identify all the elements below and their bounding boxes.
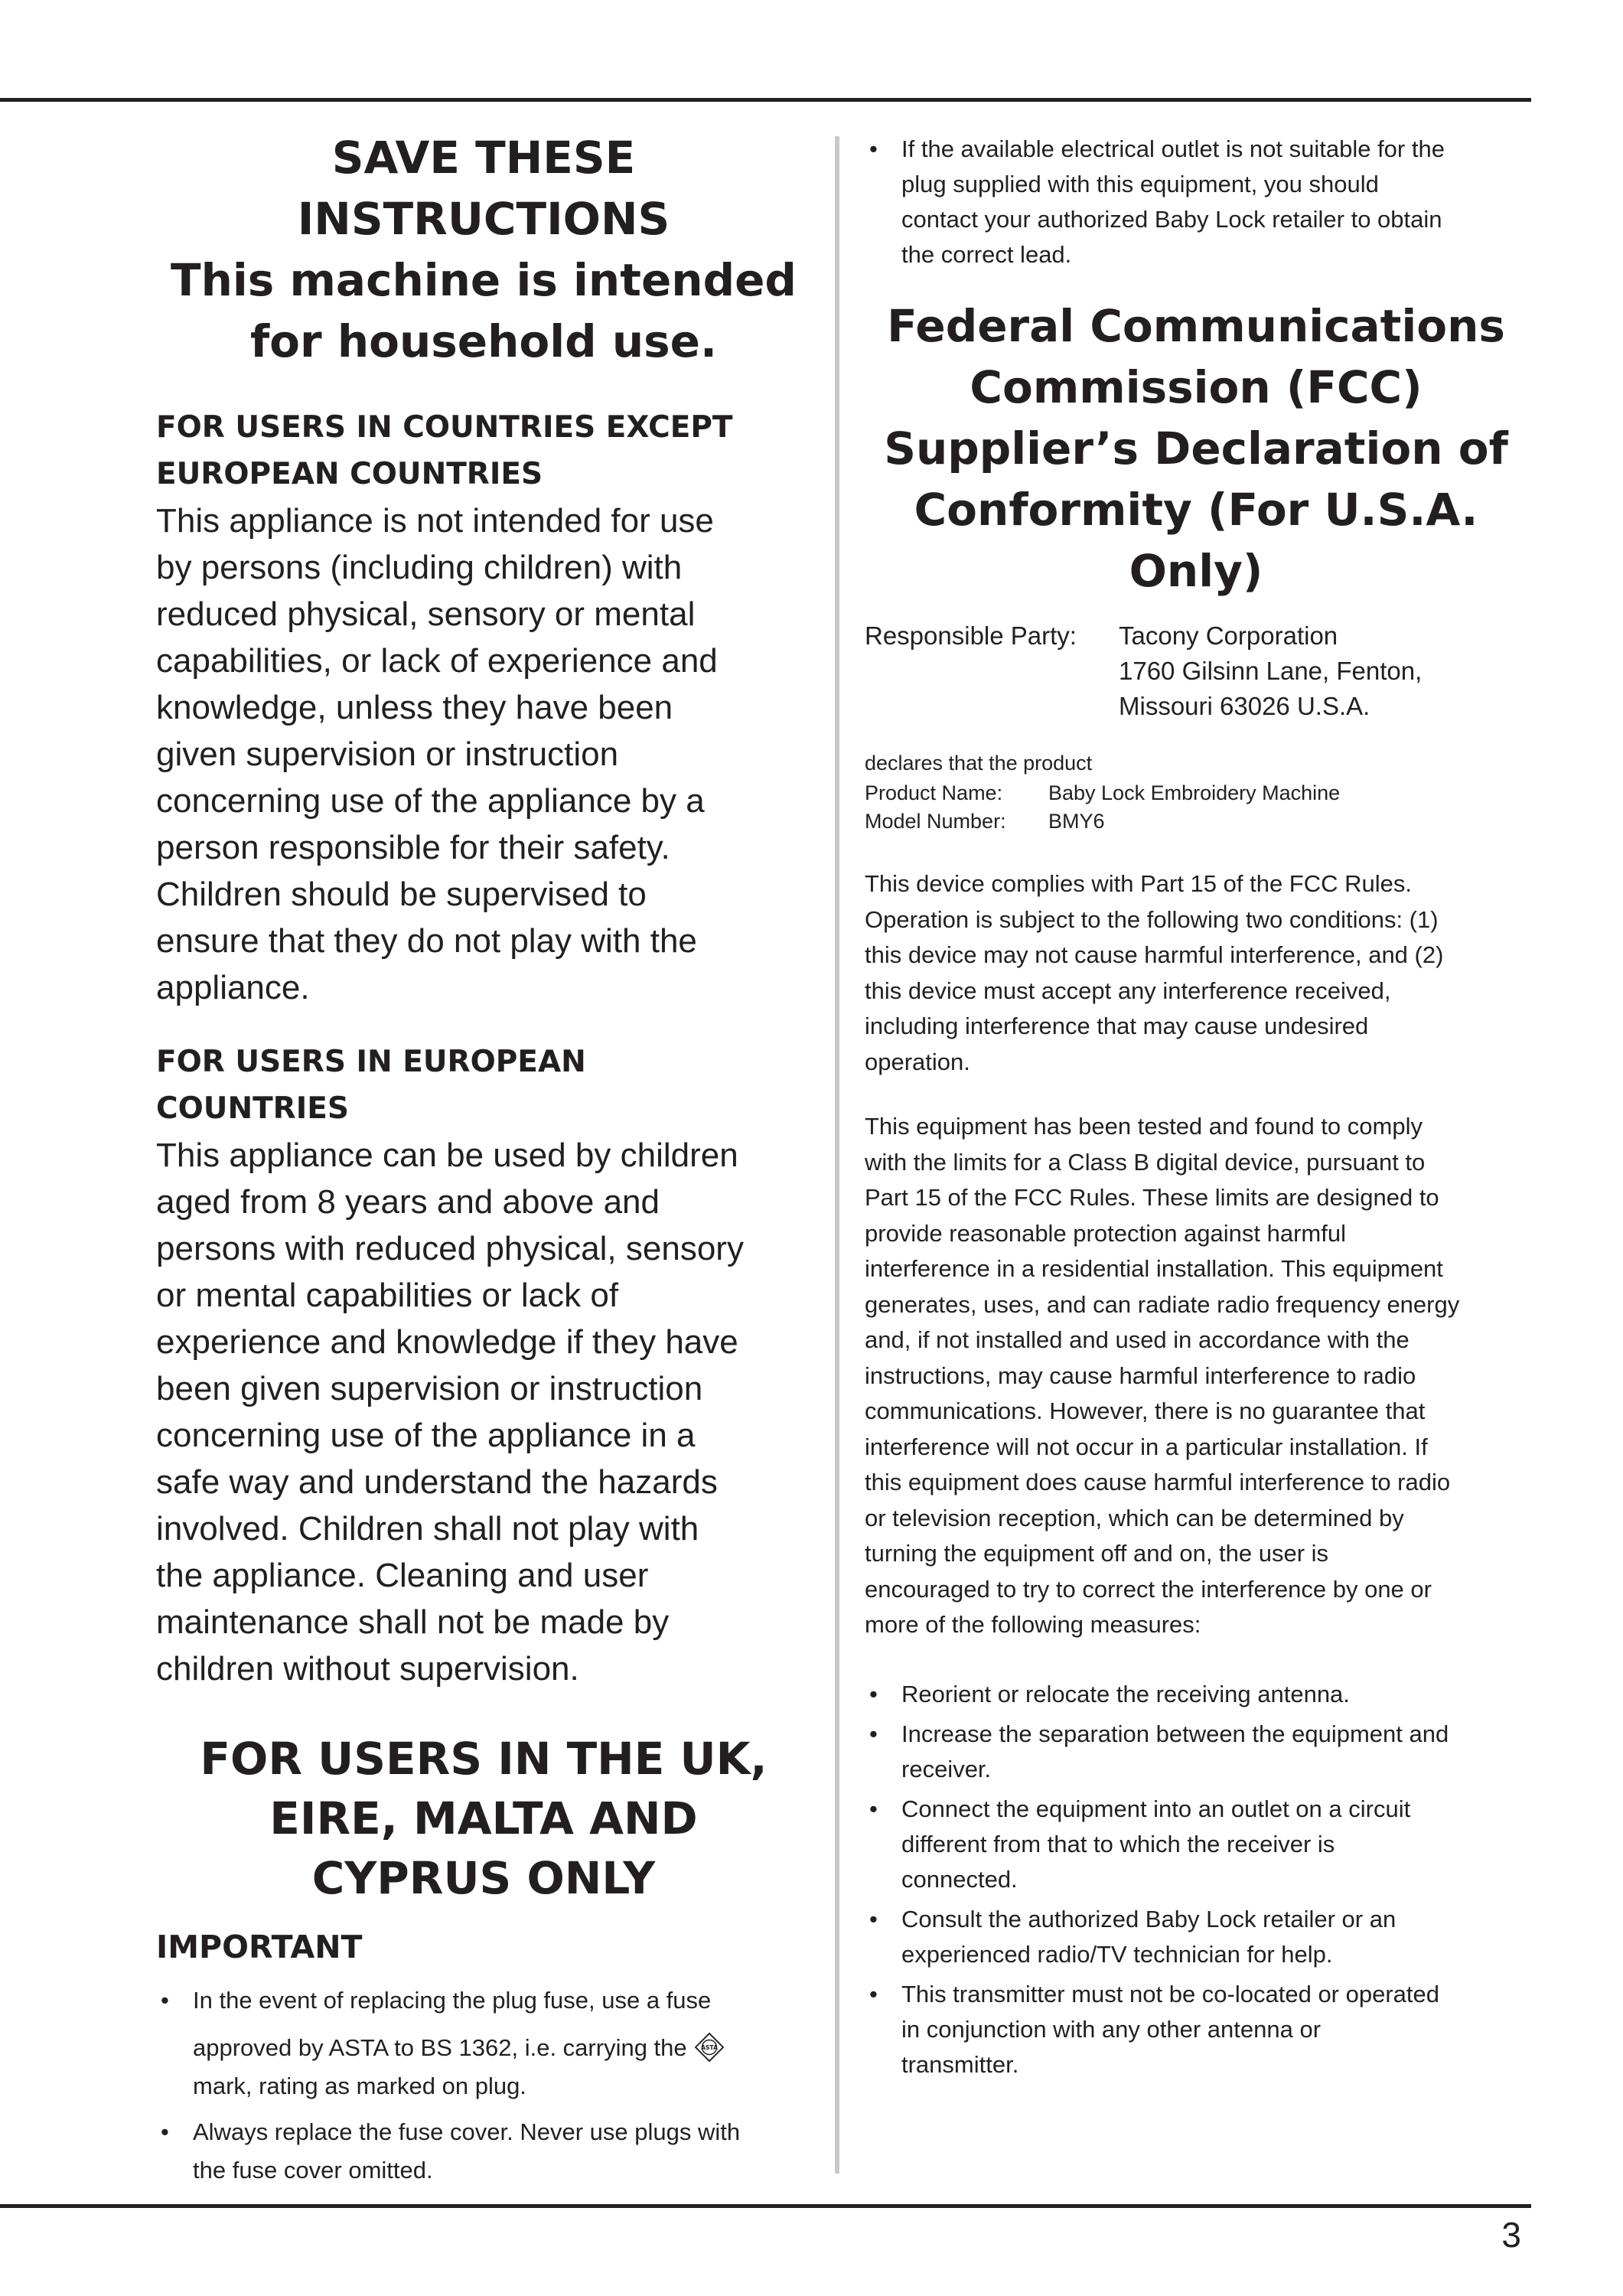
list-item: • Always replace the fuse cover. Never use plugs with the fuse cover omitted. — [156, 2113, 811, 2190]
list-item: • Consult the authorized Baby Lock retailer or an experienced radio/TV technician for help. — [865, 1902, 1527, 1972]
list-item: • Reorient or relocate the receiving antenna. — [865, 1677, 1527, 1712]
model-number-row — [865, 807, 1527, 836]
list-item: • If the available electrical outlet is not suitable for the plug supplied with this equipment, you should contact your authorized Baby Lock retailer to obtain the correct lead. — [865, 132, 1527, 272]
list-item: • In the event of replacing the plug fuse, use a fuse approved by ASTA to BS 1362, i.e. carrying the ASTA mark, rating as marked on plug. — [156, 1981, 811, 2105]
uk-section-title: FOR USERS IN THE UK, EIRE, MALTA AND CYPRUS ONLY — [200, 1733, 768, 1904]
section-body-european: This appliance can be used by children aged from 8 years and above and persons with reduced physical, sensory or mental capabilities or lack of experience and knowledge if they have been given supervision or instruction concerning use of the appliance in a safe way and understand the hazards involved. Children shall not play with the appliance. Cleaning and user maintenance shall not be made by children without supervision. — [156, 1137, 744, 1688]
page-number: 3 — [1501, 2215, 1521, 2255]
bullet-marker: • — [869, 1720, 878, 1747]
right-column — [865, 132, 1527, 2082]
responsible-party — [865, 618, 1527, 724]
lead-bullet-list — [865, 132, 1527, 272]
bullet-marker: • — [869, 1905, 878, 1932]
asta-mark-text: ASTA — [700, 2043, 718, 2051]
responsible-party-label: Responsible Party: — [865, 621, 1077, 650]
model-number-label: Model Number: — [865, 810, 1006, 833]
list-item: • This transmitter must not be co-located or operated in conjunction with any other antenna or transmitter. — [865, 1977, 1527, 2082]
column-divider — [835, 136, 839, 2174]
list-item: • Increase the separation between the equipment and receiver. — [865, 1717, 1527, 1787]
model-number-value: BMY6 — [1048, 810, 1105, 833]
list-item: • Connect the equipment into an outlet on a circuit different from that to which the receiver is connected. — [865, 1792, 1527, 1897]
bullet-marker: • — [869, 135, 878, 162]
class-b-paragraph: This equipment has been tested and found to comply with the limits for a Class B digital device, pursuant to Part 15 of the FCC Rules. These limits are designed to provide reasonable protection against harmful interference in a residential installation. This equipment generates, uses, and can radiate radio frequency energy and, if not installed and used in accordance with the instructions, may cause harmful interference to radio communications. However, there is no guarantee that interference will not occur in a particular installation. If this equipment does cause harmful interference to radio or television reception, which can be determined by turning the equipment off and on, the user is encouraged to try to correct the interference by one or more of the following measures: — [865, 1113, 1460, 1638]
bullet-marker: • — [161, 1987, 169, 2014]
asta-mark-icon — [695, 2033, 724, 2062]
product-name-row — [865, 779, 1527, 807]
bullet-marker: • — [869, 1680, 878, 1707]
measures-bullet-list — [865, 1677, 1527, 2082]
product-name-label: Product Name: — [865, 781, 1003, 804]
bullet-marker: • — [869, 1795, 878, 1822]
fcc-declaration-title: Federal Communications Commission (FCC) Supplier’s Declaration of Conformity (For U.S.A. Only) — [884, 300, 1508, 597]
bullet-marker: • — [161, 2118, 169, 2145]
important-heading: IMPORTANT — [156, 1929, 363, 1965]
bottom-rule — [0, 2204, 1531, 2208]
declares-text: declares that the product — [865, 752, 1093, 775]
product-name-value: Baby Lock Embroidery Machine — [1048, 781, 1341, 804]
section-body-non-european: This appliance is not intended for use by persons (including children) with reduced physical, sensory or mental capabilities, or lack of experience and knowledge, unless they have been given supervision or instruction concerning use of the appliance by a person responsible for their safety. Children should be supervised to ensure that they do not play with the appliance. — [156, 502, 718, 1006]
uk-bullet-list — [156, 1981, 811, 2190]
compliance-paragraph: This device complies with Part 15 of the FCC Rules. Operation is subject to the following two conditions: (1) this device may not cause harmful interference, and (2) this device must accept any interference received, including interference that may cause undesired operation. — [865, 870, 1444, 1075]
bullet-marker: • — [869, 1980, 878, 2007]
top-rule — [0, 98, 1531, 102]
responsible-party-address: Tacony Corporation 1760 Gilsinn Lane, Fenton, Missouri 63026 U.S.A. — [1119, 621, 1423, 720]
section-heading-european: FOR USERS IN EUROPEAN COUNTRIES — [156, 1045, 586, 1126]
save-instructions-title: SAVE THESE INSTRUCTIONS This machine is intended for household use. — [171, 132, 797, 367]
left-column — [156, 127, 811, 2190]
section-heading-non-european: FOR USERS IN COUNTRIES EXCEPT EUROPEAN COUNTRIES — [156, 410, 733, 491]
